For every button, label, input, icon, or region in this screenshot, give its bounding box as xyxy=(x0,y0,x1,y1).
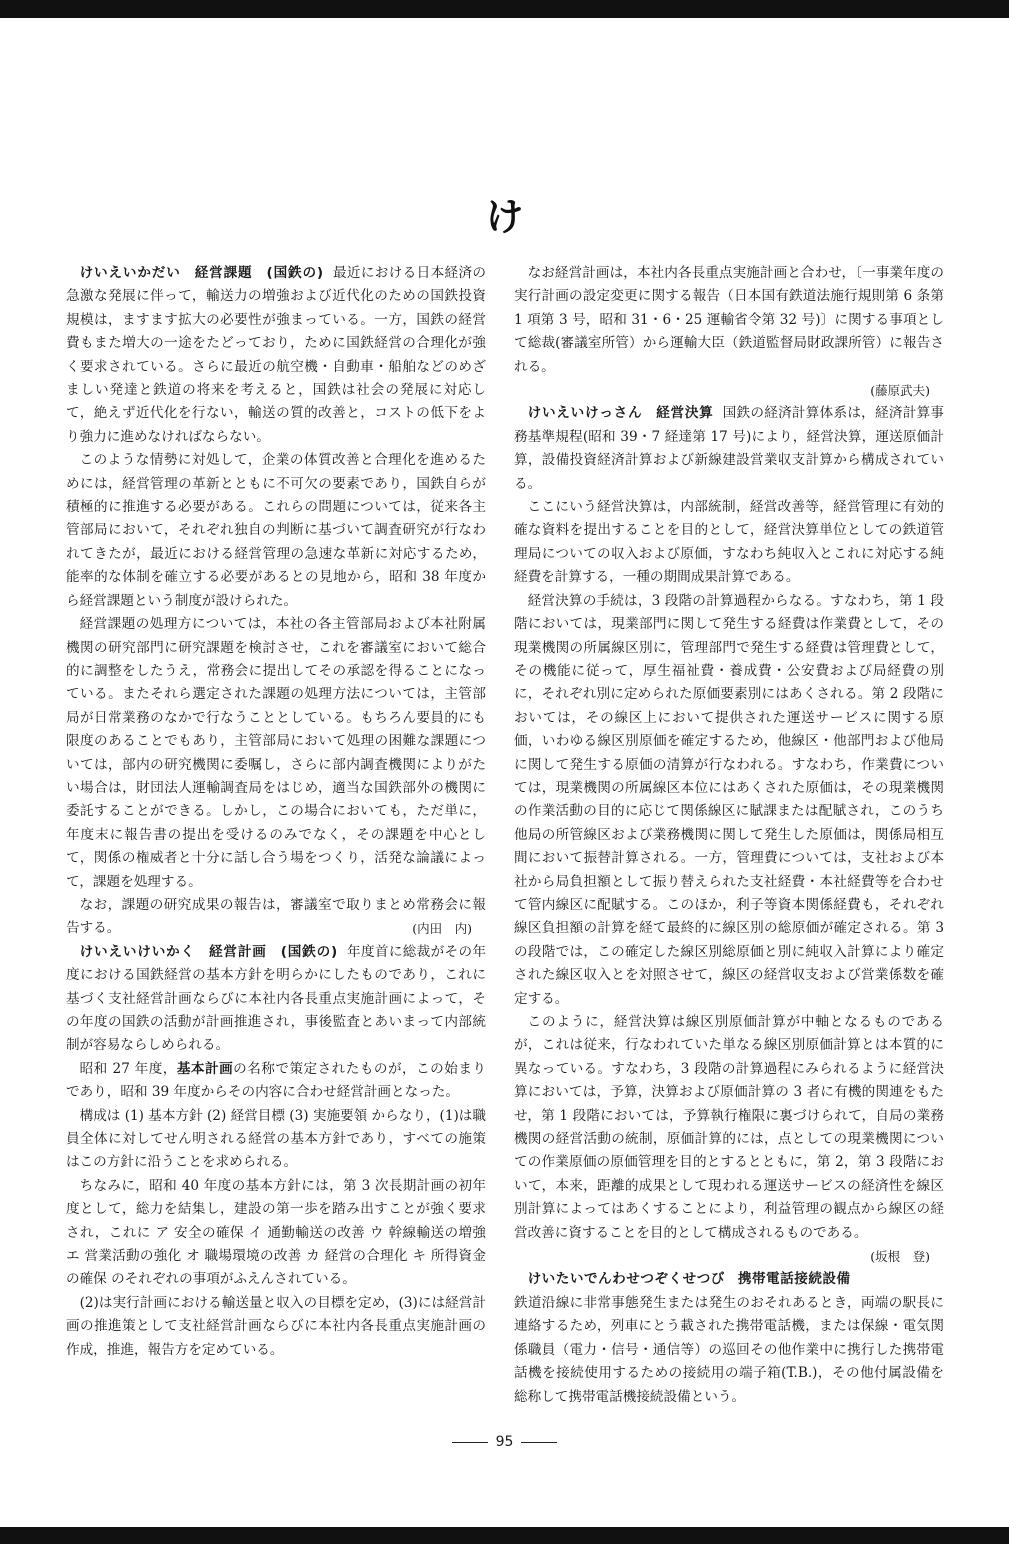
paragraph: 経営課題の処理方については，本社の各主管部局および本社附属機関の研究部門に研究課題を検討させ，これを審議室において総合的に調整をしたうえ，常務会に提出してその承認を得ることになっている。またそれら選定された課題の処理方法については，主管部局が日常業務のなかで行なうこととしている。もちろん要員的にも限度のあることでもあり，主管部局において処理の困難な課題については，部内の研究機関に委嘱し，さらに部内調査機関によりがたい場合は，財団法人運輸調査局をはじめ，適当な国鉄部外の機関に委託することができる。しかし，この場合においても，ただ単に，年度末に報告書の提出を受けるのみでなく，その課題を中心として，関係の権威者と十分に話し合う場をつくり，活発な論議によって，課題を処理する。 xyxy=(66,616,486,890)
entry-body: 最近における日本経済の急激な発展に伴って，輸送力の増強および近代化のための国鉄投資規模は，ますます拡大の必要性が強まっている。一方，国鉄の経営費もまた増大の一途をたどっており，ために国鉄経営の合理化が強く要求されている。さらに最近の航空機・自動車・船舶などのめざましい発達と鉄道の将来を考えると，国鉄は社会の発展に対応して，絶えず近代化を行ない，輸送の質的改善と，コストの低下をより強力に進めなければならない。 xyxy=(66,265,486,445)
page-number-dash xyxy=(521,1442,557,1443)
paragraph: 経営決算の手続は，3 段階の計算過程からなる。すなわち，第 1 段階においては，現業部門に関して発生する経費は作業費として，その現業機関の所属線区別に，管理部門で発生する経費は管理費として，その機能に従って，厚生福祉費・養成費・公安費および局経費の別に，それぞれ別に定められた原価要素別にはあくされる。第 2 段階においては，その線区上において提供された運送サービスに関する原価，いわゆる線区別原価を確定するため，他線区・他部門および他局に関して発生する原価の清算が行なわれる。すなわち，作業費については，現業機関の所属線区本位にはあくされた原価は，その現業機関の作業活動の目的に応じて関係線区に賦課または配賦され，このうち他局の所管線区および業務機関に関して発生した原価は，関係局相互間において振替計算される。一方，管理費については，支社および本社から局負担額として振り替えられた支社経費・本社経費等を合わせて管内線区に配賦する。このほか，利子等資本関係経費も，それぞれ線区負担額の計算を経て最終的に線区別の総原価が確定される。第 3 の段階では，この確定した線区別総原価と別に純収入計算により確定された線区収入とを対照させて，線区の経営収支および営業係数を確定する。 xyxy=(514,592,944,1007)
page-number-dash xyxy=(452,1442,488,1443)
author-signature: (内田 内) xyxy=(412,921,472,937)
entry-headword: 経営計画 xyxy=(209,943,267,960)
author-signature: (坂根 登) xyxy=(870,1249,930,1265)
keyword-kihon-keikaku: 基本計画 xyxy=(176,1060,234,1077)
paragraph: なお経営計画は，本社内各長重点実施計画と合わせ，〔一事業年度の実行計画の設定変更に関する報告（日本国有鉄道法施行規則第 6 条第 1 項第 3 号，昭和 31・6・25 運輸省令第 32 号)〕に関する事項として総裁(審議室所管）から運輸大臣（鉄道監督局財政課所管）に報告される。 xyxy=(514,265,944,375)
left-column xyxy=(66,262,486,1362)
paragraph xyxy=(66,894,486,941)
entry-reading: けいえいかだい xyxy=(79,265,181,281)
entry-qualifier: (国鉄の) xyxy=(266,265,324,281)
paragraph: (2)は実行計画における輸送量と収入の目標を定め，(3)には経営計画の推進策として支社経営計画ならびに本社内各長重点実施計画の作成，推進，報告方を定めている。 xyxy=(66,1294,486,1358)
paragraph-text: の名称で策定されたものが，この始まりであり，昭和 39 年度からその内容に合わせ経営計画となった。 xyxy=(66,1060,486,1101)
paragraph: 鉄道沿線に非常事態発生または発生のおそれあるとき，両端の駅長に連絡するため，列車にとう載された携帯電話機，または保線・電気関係職員（電力・信号・通信等）の巡回その他作業中に携行した携帯電話機を接続使用するための接続用の端子箱(T.B.)，その他付属設備を総称して携帯電話機接続設備という。 xyxy=(514,1294,944,1405)
entry-reading: けいえいけいかく xyxy=(79,943,196,960)
entry-headword: 携帯電話接続設備 xyxy=(737,1271,851,1288)
section-letter: け xyxy=(485,195,524,239)
entry-qualifier: (国鉄の) xyxy=(280,943,338,960)
entry-keitai-denwa xyxy=(514,1268,944,1291)
paragraph: ちなみに，昭和 40 年度の基本方針には，第 3 次長期計画の初年度として，総力を結集し，建設の第一歩を踏み出すことが強く要求され，これに ア 安全の確保 イ 通勤輸送の改善 ウ 幹線輸送の増強 エ 営業活動の強化 オ 職場環境の改善 カ 経営の合理化 キ 所得資金の確保 のそれぞれの事項がふえんされている。 xyxy=(66,1177,486,1288)
entry-keiei-keikaku xyxy=(66,941,486,1058)
top-border-bar xyxy=(0,0,1009,18)
entry-reading: けいえいけっさん xyxy=(527,405,643,422)
paragraph-text: なお，課題の研究成果の報告は，審議室で取りまとめ常務会に報告する。 xyxy=(66,896,486,937)
author-signature: (藤原武夫) xyxy=(870,383,930,399)
paragraph: このような情勢に対処して，企業の体質改善と合理化を進めるためには，経営管理の革新とともに不可欠の要素であり，国鉄自らが積極的に推進する必要がある。これらの問題については，従来各主管部局において，それぞれ独自の判断に基づいて調査研究が行なわれてきたが，最近における経営管理の急速な革新に対応するため，能率的な体制を確立する必要があるとの見地から，昭和 38 年度から経営課題という制度が設けられた。 xyxy=(66,452,486,609)
entry-reading: けいたいでんわせつぞくせつび xyxy=(527,1271,725,1288)
bottom-border-bar xyxy=(0,1527,1009,1544)
entry-body: 年度首に総裁がその年度における国鉄経営の基本方針を明らかにしたものであり，これに基づく支社経営計画ならびに本社内各長重点実施計画によって，その年度の国鉄の活動が計画推進され，事後監査とあいまって内部統制が容易ならしめられる。 xyxy=(66,943,486,1054)
paragraph xyxy=(66,1058,486,1105)
entry-headword: 経営決算 xyxy=(656,405,714,422)
paragraph: このように，経営決算は線区別原価計算が中軸となるものであるが，これは従来，行なわれていた単なる線区別原価計算とは本質的に異なっている。すなわち，3 段階の計算過程にみられるように経営決算においては，予算，決算および原価計算の 3 者に有機的関連をもたせ，第 1 段階においては，予算執行権限に裏づけられて，自局の業務機関の経営活動の統制，原価計算的には，点としての現業機関についての作業原価の原価管理を目的とするとともに，第 2，第 3 段階において，本来，距離的成果として現われる運送サービスの経済性を線区別計算によってはあくすることにより，利益管理の観点から線区の経営改善に資することを目的として構成されるものである。 xyxy=(514,1014,944,1241)
entry-body: 国鉄の経済計算体系は，経済計算事務基準規程(昭和 39・7 経達第 17 号)により，経営決算，運送原価計算，設備投資経済計算および新線建設営業収支計算から構成されている。 xyxy=(514,405,945,492)
entry-keiei-kessan xyxy=(514,402,944,496)
paragraph-text: 昭和 27 年度， xyxy=(79,1060,177,1077)
paragraph: ここにいう経営決算は，内部統制，経営改善等，経営管理に有効的確な資料を提出することを目的として，経営決算単位としての鉄道管理局についての収入および原価，すなわち純収入とこれに対応する純経費を計算する，一種の期間成果計算である。 xyxy=(514,499,944,586)
entry-headword: 経営課題 xyxy=(194,265,253,281)
page-number xyxy=(0,1434,1009,1450)
paragraph: 構成は (1) 基本方針 (2) 経営目標 (3) 実施要領 からなり，(1)は職員全体に対してせん明される経営の基本方針であり，すべての施策はこの方針に沿うことを求められる。 xyxy=(66,1107,486,1171)
right-column xyxy=(514,262,944,1409)
entry-keiei-kadai xyxy=(66,262,486,449)
page-number-text: 95 xyxy=(495,1434,514,1450)
